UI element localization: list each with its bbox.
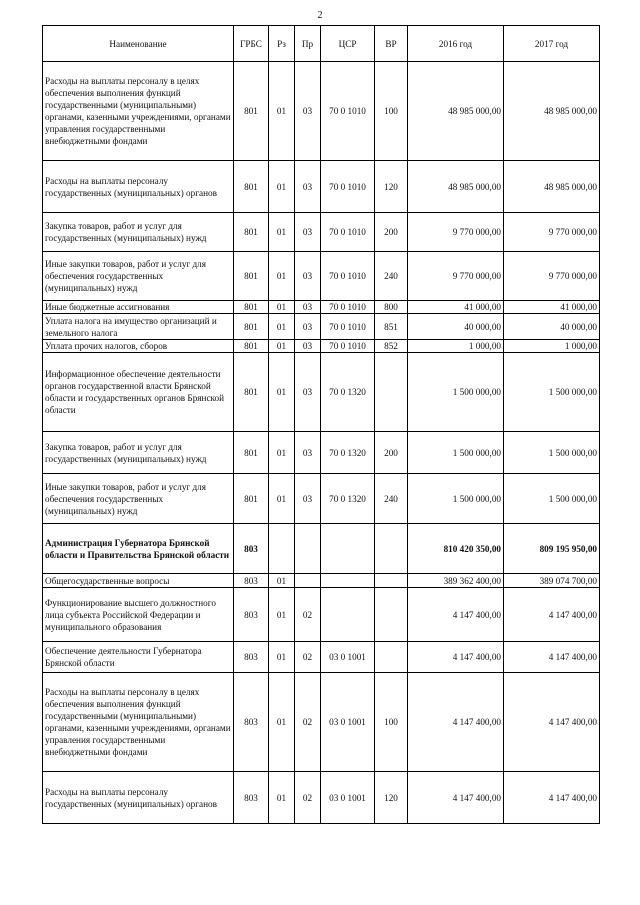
cell-vr — [375, 588, 408, 642]
cell-grbs: 803 — [234, 642, 269, 673]
cell-grbs: 801 — [234, 353, 269, 432]
cell-rz: 01 — [269, 474, 295, 524]
cell-grbs: 803 — [234, 588, 269, 642]
cell-vr: 240 — [375, 252, 408, 301]
table-row — [43, 524, 600, 574]
cell-2016: 40 000,00 — [408, 314, 504, 340]
cell-rz — [269, 524, 295, 574]
cell-2016: 48 985 000,00 — [408, 161, 504, 213]
cell-csr: 70 0 1010 — [321, 62, 375, 161]
cell-vr: 240 — [375, 474, 408, 524]
cell-2016: 1 000,00 — [408, 340, 504, 353]
cell-name: Закупка товаров, работ и услуг для государственных (муниципальных) нужд — [43, 432, 234, 474]
cell-rz: 01 — [269, 588, 295, 642]
table-row — [43, 673, 600, 772]
cell-rz: 01 — [269, 673, 295, 772]
cell-name: Уплата налога на имущество организаций и земельного налога — [43, 314, 234, 340]
cell-2016: 9 770 000,00 — [408, 252, 504, 301]
cell-pr: 03 — [295, 161, 321, 213]
cell-csr: 03 0 1001 — [321, 673, 375, 772]
cell-pr: 03 — [295, 432, 321, 474]
cell-rz: 01 — [269, 432, 295, 474]
cell-rz: 01 — [269, 301, 295, 314]
cell-grbs: 801 — [234, 301, 269, 314]
header-vr: ВР — [375, 26, 408, 62]
cell-pr: 03 — [295, 340, 321, 353]
cell-name: Общегосударственные вопросы — [43, 574, 234, 588]
table-row — [43, 474, 600, 524]
table-row — [43, 161, 600, 213]
cell-csr: 70 0 1010 — [321, 252, 375, 301]
cell-vr: 120 — [375, 161, 408, 213]
cell-vr — [375, 574, 408, 588]
cell-vr: 852 — [375, 340, 408, 353]
table-row — [43, 642, 600, 673]
cell-pr: 03 — [295, 62, 321, 161]
cell-csr — [321, 588, 375, 642]
table-row — [43, 252, 600, 301]
cell-csr: 70 0 1010 — [321, 301, 375, 314]
budget-table — [42, 25, 600, 824]
cell-grbs: 801 — [234, 432, 269, 474]
cell-csr: 70 0 1010 — [321, 161, 375, 213]
cell-csr — [321, 524, 375, 574]
cell-name: Функционирование высшего должностного лица субъекта Российской Федерации и муниципального образования — [43, 588, 234, 642]
header-csr: ЦСР — [321, 26, 375, 62]
cell-grbs: 801 — [234, 474, 269, 524]
cell-name: Информационное обеспечение деятельности органов государственной власти Брянской области и государственных органов Брянской области — [43, 353, 234, 432]
cell-rz: 01 — [269, 213, 295, 252]
cell-csr: 70 0 1010 — [321, 213, 375, 252]
cell-vr: 200 — [375, 432, 408, 474]
table-row — [43, 574, 600, 588]
cell-2017: 48 985 000,00 — [504, 161, 600, 213]
cell-name: Расходы на выплаты персоналу государственных (муниципальных) органов — [43, 772, 234, 824]
cell-grbs: 801 — [234, 213, 269, 252]
cell-grbs: 803 — [234, 524, 269, 574]
cell-2016: 4 147 400,00 — [408, 642, 504, 673]
table-row — [43, 772, 600, 824]
cell-vr: 100 — [375, 673, 408, 772]
header-grbs: ГРБС — [234, 26, 269, 62]
cell-vr — [375, 353, 408, 432]
cell-rz: 01 — [269, 574, 295, 588]
cell-name: Расходы на выплаты персоналу в целях обеспечения выполнения функций государственными (муниципальными) органами, казенными учреждениями, органами управления государственными внебюджетными фондами — [43, 62, 234, 161]
cell-name: Иные закупки товаров, работ и услуг для обеспечения государственных (муниципальных) нужд — [43, 252, 234, 301]
table-row — [43, 314, 600, 340]
header-rz: Рз — [269, 26, 295, 62]
cell-pr: 02 — [295, 772, 321, 824]
cell-vr: 100 — [375, 62, 408, 161]
cell-grbs: 801 — [234, 340, 269, 353]
cell-name: Уплата прочих налогов, сборов — [43, 340, 234, 353]
table-row — [43, 301, 600, 314]
table-row — [43, 340, 600, 353]
cell-pr — [295, 524, 321, 574]
table-row — [43, 62, 600, 161]
cell-2016: 4 147 400,00 — [408, 673, 504, 772]
cell-2017: 809 195 950,00 — [504, 524, 600, 574]
cell-2016: 4 147 400,00 — [408, 588, 504, 642]
cell-2016: 1 500 000,00 — [408, 353, 504, 432]
cell-csr — [321, 574, 375, 588]
header-name: Наименование — [43, 26, 234, 62]
cell-name: Расходы на выплаты персоналу в целях обеспечения выполнения функций государственными (муниципальными) органами, казенными учреждениями, органами управления государственными внебюджетными фондами — [43, 673, 234, 772]
cell-2017: 40 000,00 — [504, 314, 600, 340]
cell-rz: 01 — [269, 62, 295, 161]
cell-2016: 810 420 350,00 — [408, 524, 504, 574]
cell-2017: 4 147 400,00 — [504, 673, 600, 772]
cell-name: Закупка товаров, работ и услуг для государственных (муниципальных) нужд — [43, 213, 234, 252]
cell-2017: 4 147 400,00 — [504, 772, 600, 824]
cell-csr: 70 0 1010 — [321, 340, 375, 353]
header-pr: Пр — [295, 26, 321, 62]
cell-csr: 70 0 1010 — [321, 314, 375, 340]
cell-csr: 70 0 1320 — [321, 474, 375, 524]
cell-vr — [375, 642, 408, 673]
cell-vr: 120 — [375, 772, 408, 824]
cell-vr: 851 — [375, 314, 408, 340]
cell-2017: 389 074 700,00 — [504, 574, 600, 588]
cell-2017: 4 147 400,00 — [504, 642, 600, 673]
cell-rz: 01 — [269, 353, 295, 432]
cell-2016: 41 000,00 — [408, 301, 504, 314]
table-header-row — [43, 26, 600, 62]
cell-rz: 01 — [269, 642, 295, 673]
header-2017: 2017 год — [504, 26, 600, 62]
cell-vr: 800 — [375, 301, 408, 314]
cell-rz: 01 — [269, 772, 295, 824]
cell-name: Обеспечение деятельности Губернатора Брянской области — [43, 642, 234, 673]
cell-2017: 1 500 000,00 — [504, 432, 600, 474]
cell-grbs: 803 — [234, 772, 269, 824]
cell-name: Расходы на выплаты персоналу государственных (муниципальных) органов — [43, 161, 234, 213]
cell-name: Иные закупки товаров, работ и услуг для обеспечения государственных (муниципальных) нужд — [43, 474, 234, 524]
cell-2017: 9 770 000,00 — [504, 213, 600, 252]
page-number: 2 — [317, 10, 323, 21]
cell-vr: 200 — [375, 213, 408, 252]
header-2016: 2016 год — [408, 26, 504, 62]
cell-pr — [295, 574, 321, 588]
cell-pr: 02 — [295, 673, 321, 772]
table-row — [43, 213, 600, 252]
cell-2017: 48 985 000,00 — [504, 62, 600, 161]
cell-name: Иные бюджетные ассигнования — [43, 301, 234, 314]
cell-name: Администрация Губернатора Брянской области и Правительства Брянской области — [43, 524, 234, 574]
cell-pr: 03 — [295, 252, 321, 301]
cell-2016: 4 147 400,00 — [408, 772, 504, 824]
cell-rz: 01 — [269, 340, 295, 353]
cell-2017: 41 000,00 — [504, 301, 600, 314]
cell-2016: 389 362 400,00 — [408, 574, 504, 588]
cell-grbs: 801 — [234, 161, 269, 213]
cell-2016: 48 985 000,00 — [408, 62, 504, 161]
cell-pr: 03 — [295, 314, 321, 340]
cell-rz: 01 — [269, 314, 295, 340]
cell-2016: 1 500 000,00 — [408, 432, 504, 474]
cell-pr: 03 — [295, 353, 321, 432]
cell-csr: 03 0 1001 — [321, 772, 375, 824]
cell-pr: 03 — [295, 213, 321, 252]
cell-2016: 1 500 000,00 — [408, 474, 504, 524]
cell-pr: 02 — [295, 588, 321, 642]
table-row — [43, 353, 600, 432]
cell-grbs: 801 — [234, 252, 269, 301]
cell-pr: 03 — [295, 301, 321, 314]
cell-csr: 03 0 1001 — [321, 642, 375, 673]
cell-grbs: 801 — [234, 62, 269, 161]
cell-2017: 1 000,00 — [504, 340, 600, 353]
cell-grbs: 801 — [234, 314, 269, 340]
cell-csr: 70 0 1320 — [321, 432, 375, 474]
cell-2017: 9 770 000,00 — [504, 252, 600, 301]
cell-2016: 9 770 000,00 — [408, 213, 504, 252]
cell-grbs: 803 — [234, 673, 269, 772]
cell-2017: 1 500 000,00 — [504, 474, 600, 524]
cell-pr: 03 — [295, 474, 321, 524]
table-row — [43, 588, 600, 642]
table-row — [43, 432, 600, 474]
cell-rz: 01 — [269, 252, 295, 301]
cell-pr: 02 — [295, 642, 321, 673]
cell-vr — [375, 524, 408, 574]
cell-2017: 1 500 000,00 — [504, 353, 600, 432]
cell-2017: 4 147 400,00 — [504, 588, 600, 642]
cell-grbs: 803 — [234, 574, 269, 588]
cell-rz: 01 — [269, 161, 295, 213]
cell-csr: 70 0 1320 — [321, 353, 375, 432]
